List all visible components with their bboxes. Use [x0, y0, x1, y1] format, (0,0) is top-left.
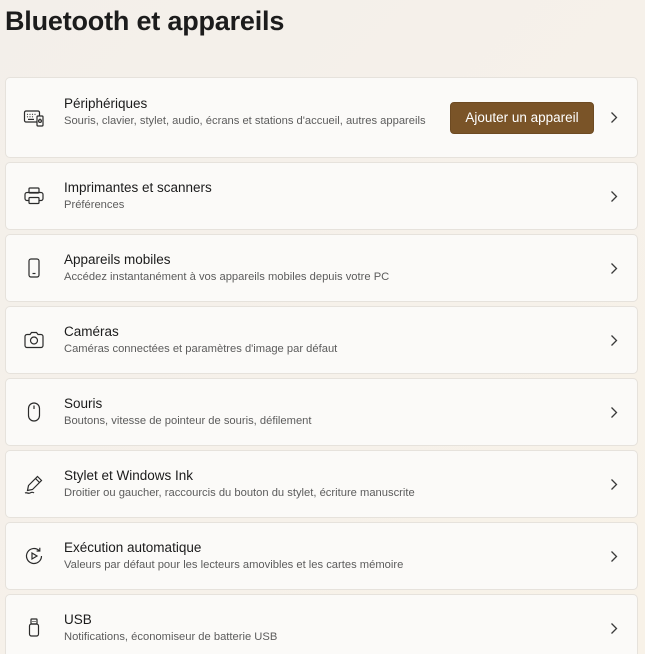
card-execution-automatique[interactable]: [5, 522, 638, 590]
chevron-right-icon: [609, 549, 619, 563]
card-subtitle: Droitier ou gaucher, raccourcis du bouton du stylet, écriture manuscrite: [64, 487, 415, 499]
card-appareils-mobiles[interactable]: [5, 234, 638, 302]
usb-icon: [23, 617, 45, 639]
chevron-right-icon: [609, 477, 619, 491]
card-title: Imprimantes et scanners: [64, 180, 212, 195]
card-subtitle: Notifications, économiseur de batterie USB: [64, 631, 278, 643]
add-device-button[interactable]: Ajouter un appareil: [450, 102, 594, 134]
card-title: Exécution automatique: [64, 540, 202, 555]
card-peripheriques[interactable]: [5, 77, 638, 158]
chevron-right-icon: [609, 189, 619, 203]
card-subtitle: Préférences: [64, 199, 125, 211]
card-title: Appareils mobiles: [64, 252, 171, 267]
card-title: Périphériques: [64, 96, 148, 111]
autoplay-icon: [23, 545, 45, 567]
card-subtitle: Souris, clavier, stylet, audio, écrans et stations d'accueil, autres appareils: [64, 115, 426, 127]
mouse-icon: [23, 401, 45, 423]
card-title: USB: [64, 612, 92, 627]
page-title: Bluetooth et appareils: [5, 6, 285, 36]
chevron-right-icon: [609, 405, 619, 419]
card-cameras[interactable]: [5, 306, 638, 374]
card-usb[interactable]: [5, 594, 638, 654]
card-title: Souris: [64, 396, 103, 411]
card-imprimantes[interactable]: [5, 162, 638, 230]
card-stylet[interactable]: [5, 450, 638, 518]
keyboard-devices-icon: [23, 107, 45, 129]
chevron-right-icon: [609, 261, 619, 275]
chevron-right-icon: [609, 111, 619, 125]
card-souris[interactable]: [5, 378, 638, 446]
card-title: Stylet et Windows Ink: [64, 468, 194, 483]
settings-list: [5, 77, 638, 654]
card-subtitle: Boutons, vitesse de pointeur de souris, défilement: [64, 415, 312, 427]
card-subtitle: Caméras connectées et paramètres d'image par défaut: [64, 343, 338, 355]
camera-icon: [23, 329, 45, 351]
chevron-right-icon: [609, 333, 619, 347]
mobile-phone-icon: [23, 257, 45, 279]
card-subtitle: Valeurs par défaut pour les lecteurs amovibles et les cartes mémoire: [64, 559, 404, 571]
pen-icon: [23, 473, 45, 495]
printer-icon: [23, 185, 45, 207]
chevron-right-icon: [609, 621, 619, 635]
card-subtitle: Accédez instantanément à vos appareils mobiles depuis votre PC: [64, 271, 390, 283]
card-title: Caméras: [64, 324, 119, 339]
